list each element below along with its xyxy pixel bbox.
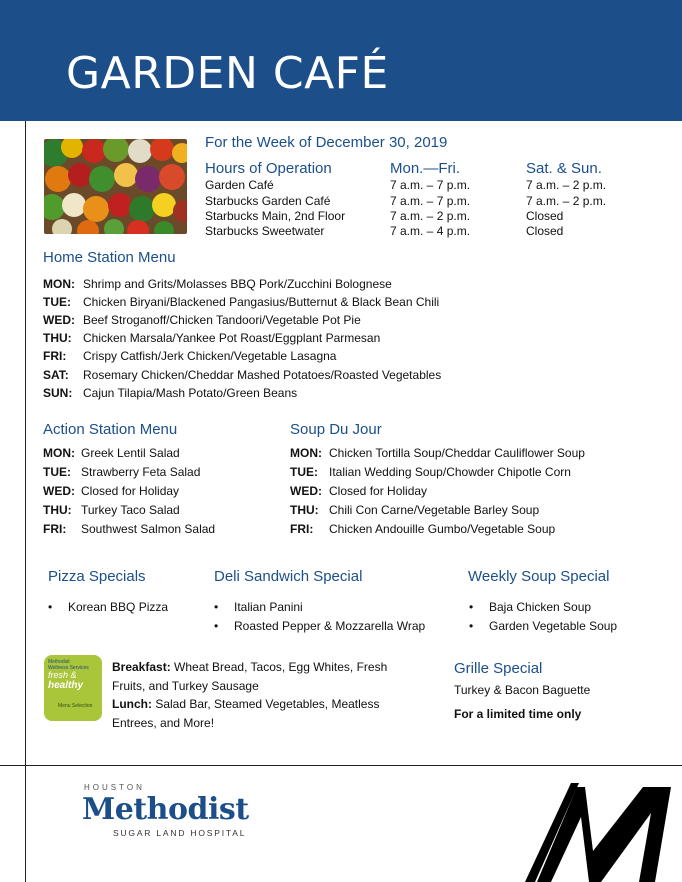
grille-special-heading: Grille Special: [454, 660, 543, 677]
breakfast-label: Breakfast:: [112, 660, 171, 674]
left-divider: [25, 121, 26, 882]
day-label: FRI:: [43, 349, 67, 363]
weekday-hours: 7 a.m. – 7 p.m.: [390, 194, 471, 208]
day-label: SAT:: [43, 368, 69, 382]
location-name: Garden Café: [205, 178, 274, 192]
grille-special-note: For a limited time only: [454, 707, 582, 721]
day-label: MON:: [290, 446, 322, 460]
dish-text: Rosemary Chicken/Cheddar Mashed Potatoes/Roasted Vegetables: [83, 368, 442, 382]
dish-text: Chili Con Carne/Vegetable Barley Soup: [329, 503, 540, 517]
dish-text: Turkey Taco Salad: [81, 503, 180, 517]
header-banner: [0, 0, 682, 121]
soup-du-jour-heading: Soup Du Jour: [290, 421, 382, 438]
weekly-soup-heading: Weekly Soup Special: [468, 568, 610, 585]
location-name: Starbucks Main, 2nd Floor: [205, 209, 346, 223]
dish-text: Chicken Marsala/Yankee Pot Roast/Eggplant Parmesan: [83, 331, 381, 345]
weekend-hours: Closed: [526, 209, 564, 223]
weekday-hours: 7 a.m. – 2 p.m.: [390, 209, 471, 223]
logo-methodist-text: Methodist: [82, 792, 249, 827]
produce-image: [44, 139, 187, 234]
dish-text: Italian Wedding Soup/Chowder Chipotle Corn: [329, 465, 571, 479]
dish-text: Closed for Holiday: [81, 484, 180, 498]
list-item: • Garden Vegetable Soup: [489, 619, 617, 634]
home-station-heading: Home Station Menu: [43, 249, 176, 266]
day-label: WED:: [43, 484, 75, 498]
logo-hospital-text: SUGAR LAND HOSPITAL: [113, 828, 247, 838]
dish-text: Chicken Andouille Gumbo/Vegetable Soup: [329, 522, 556, 536]
logo-houston-text: HOUSTON: [84, 783, 145, 792]
badge-org-text: Methodist Wellness Services: [48, 659, 89, 671]
weekend-hours: Closed: [526, 224, 564, 238]
day-label: TUE:: [290, 465, 318, 479]
dish-text: Southwest Salmon Salad: [81, 522, 216, 536]
day-label: SUN:: [43, 386, 73, 400]
fresh-healthy-description: [112, 658, 412, 732]
hours-heading: Hours of Operation: [205, 160, 332, 177]
dish-text: Cajun Tilapia/Mash Potato/Green Beans: [83, 386, 298, 400]
day-label: WED:: [290, 484, 322, 498]
list-item: • Korean BBQ Pizza: [68, 600, 168, 615]
weekend-hours: 7 a.m. – 2 p.m.: [526, 194, 607, 208]
day-label: FRI:: [43, 522, 67, 536]
fresh-healthy-badge: [44, 655, 102, 721]
dish-text: Shrimp and Grits/Molasses BBQ Pork/Zucchini Bolognese: [83, 277, 392, 291]
day-label: TUE:: [43, 465, 71, 479]
list-item: • Italian Panini: [234, 600, 303, 615]
action-station-heading: Action Station Menu: [43, 421, 178, 438]
day-label: MON:: [43, 446, 75, 460]
weekend-hours: 7 a.m. – 2 p.m.: [526, 178, 607, 192]
breakfast-text: Wheat Bread, Tacos, Egg Whites, Fresh Fruits, and Turkey Sausage: [112, 660, 388, 693]
pizza-specials-heading: Pizza Specials: [48, 568, 146, 585]
week-of-heading: For the Week of December 30, 2019: [205, 134, 448, 151]
grille-special-item: Turkey & Bacon Baguette: [454, 683, 591, 697]
footer-divider: [0, 765, 682, 766]
lunch-text: Salad Bar, Steamed Vegetables, Meatless Entrees, and More!: [112, 697, 380, 730]
dish-text: Greek Lentil Salad: [81, 446, 180, 460]
page-title: GARDEN CAFÉ: [66, 48, 389, 99]
dish-text: Closed for Holiday: [329, 484, 428, 498]
dish-text: Strawberry Feta Salad: [81, 465, 201, 479]
dish-text: Crispy Catfish/Jerk Chicken/Vegetable Lasagna: [83, 349, 337, 363]
weekday-hours: 7 a.m. – 4 p.m.: [390, 224, 471, 238]
hours-weekend-heading: Sat. & Sun.: [526, 160, 602, 177]
day-label: MON:: [43, 277, 75, 291]
lunch-label: Lunch:: [112, 697, 152, 711]
day-label: FRI:: [290, 522, 314, 536]
day-label: WED:: [43, 313, 75, 327]
list-item: • Baja Chicken Soup: [489, 600, 591, 615]
list-item: • Roasted Pepper & Mozzarella Wrap: [234, 619, 425, 634]
hours-weekday-heading: Mon.—Fri.: [390, 160, 461, 177]
deli-special-heading: Deli Sandwich Special: [214, 568, 363, 585]
location-name: Starbucks Sweetwater: [205, 224, 325, 238]
badge-healthy-text: healthy: [48, 680, 84, 691]
methodist-m-logo-icon: [525, 781, 682, 882]
badge-menu-text: Menu Selection: [58, 703, 93, 709]
day-label: THU:: [43, 331, 72, 345]
dish-text: Beef Stroganoff/Chicken Tandoori/Vegetable Pot Pie: [83, 313, 361, 327]
badge-fresh-text: fresh &: [48, 670, 77, 680]
weekday-hours: 7 a.m. – 7 p.m.: [390, 178, 471, 192]
location-name: Starbucks Garden Café: [205, 194, 331, 208]
day-label: THU:: [43, 503, 72, 517]
day-label: THU:: [290, 503, 319, 517]
day-label: TUE:: [43, 295, 71, 309]
dish-text: Chicken Biryani/Blackened Pangasius/Butternut & Black Bean Chili: [83, 295, 440, 309]
dish-text: Chicken Tortilla Soup/Cheddar Cauliflower Soup: [329, 446, 585, 460]
